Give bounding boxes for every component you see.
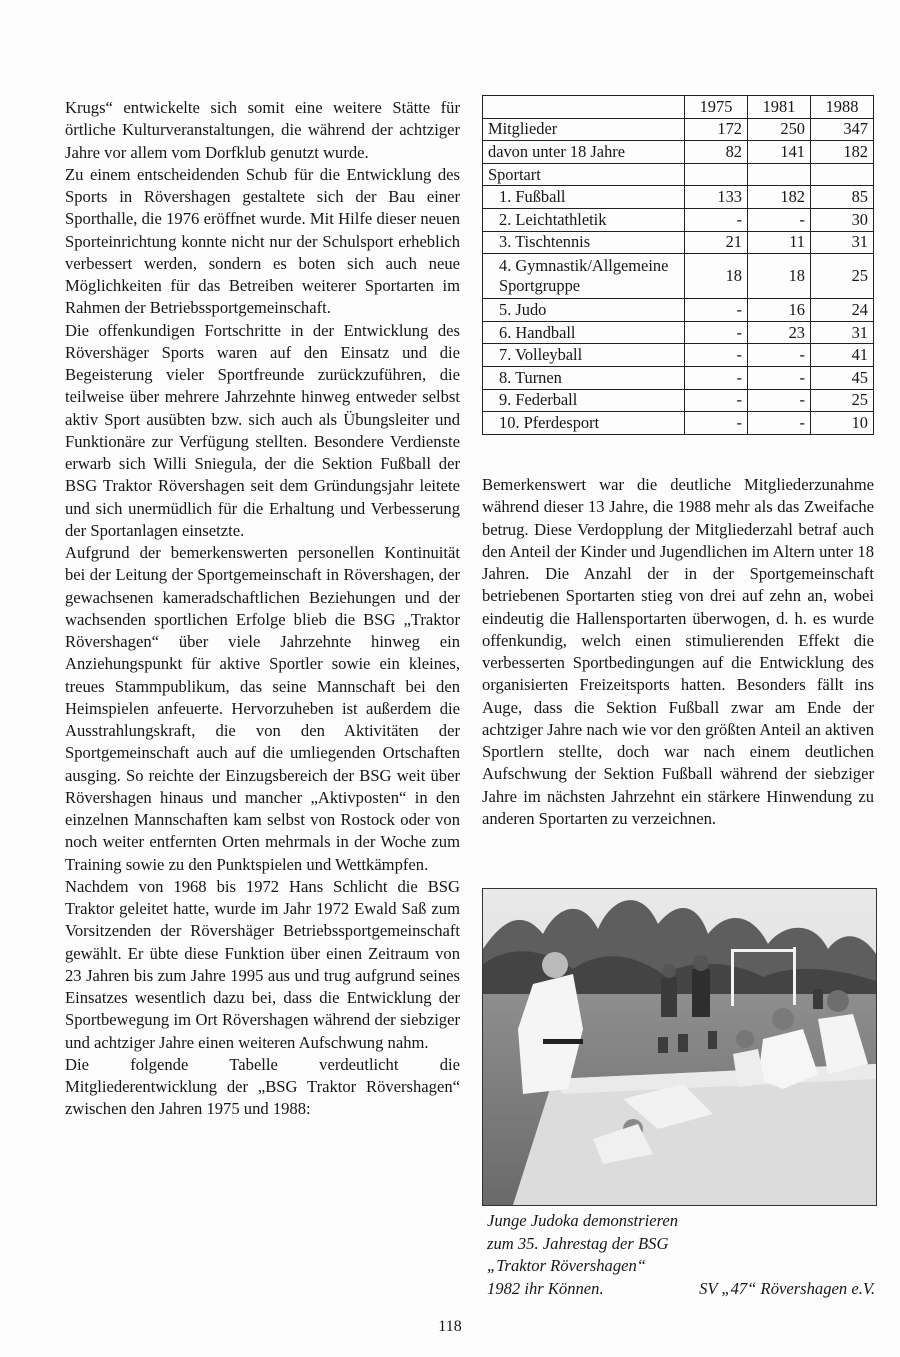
row-value: - [685, 321, 748, 344]
table-row [483, 254, 874, 299]
paragraph-4: Aufgrund der bemerkenswerten personellen Kontinuität bei der Leitung der Sportgemeinschaft in Rövershagen, der gewachsenen kameradschaftlichen Beziehungen und der wachsenden sportlichen Erfolge blieb die BSG „Traktor Rövershagen“ über viele Jahrzehnte hinweg ein Anziehungspunkt für aktive Sportler sowie ein kleines, treues Stammpublikum, das seine Mannschaft bei den Heimspielen anfeuerte. Hervorzuheben ist außerdem die Ausstrahlungskraft, die von den Aktivitäten der Sportgemeinschaft auch auf die umliegenden Ortschaften ausging. So reichte der Einzugsbereich der BSG weit über Rövershagen hinaus und mancher „Aktivposten“ in den einzelnen Mannschaften kam selbst von Rostock oder von noch weiter entfernten Orten mehrmals in der Woche zum Training sowie zu den Punktspielen und Wettkämpfen. [65, 543, 460, 874]
row-label: Mitglieder [483, 118, 685, 141]
row-label: 8. Turnen [483, 366, 685, 389]
row-label: 10. Pferdesport [483, 412, 685, 435]
row-value: 30 [811, 208, 874, 231]
row-label: Sportart [483, 163, 685, 186]
row-label: 2. Leichtathletik [483, 208, 685, 231]
row-value: 182 [811, 141, 874, 164]
row-value [685, 163, 748, 186]
paragraph-3: Die offenkundigen Fortschritte in der Entwicklung des Rövershäger Sports waren auf den Einsatz und die Begeisterung vieler Sportfreunde zurückzuführen, die teilweise über mehrere Jahrzehnte hinweg entweder selbst aktiv Sport ausübten bzw. sich auch als Übungsleiter und Funktionäre zur Verfügung stellten. Besondere Verdienste erwarb sich Willi Sniegula, der die Sektion Fußball der BSG Traktor Rövershagen seit dem Gründungsjahr leitete und sich unermüdlich für die Erhaltung und Verbesserung der Sportanlagen einsetzte. [65, 320, 460, 540]
row-value: 31 [811, 321, 874, 344]
row-value: - [685, 389, 748, 412]
row-value: 85 [811, 186, 874, 209]
table-row [483, 118, 874, 141]
paragraph-6: Die folgende Tabelle verdeutlicht die Mitgliederentwicklung der „BSG Traktor Rövershagen“ zwischen den Jahren 1975 und 1988: [65, 1054, 460, 1119]
photo-caption [487, 1210, 877, 1300]
membership-table [482, 95, 874, 435]
row-value: 10 [811, 412, 874, 435]
row-value: - [748, 389, 811, 412]
table-header-row [483, 96, 874, 119]
row-value: 141 [748, 141, 811, 164]
row-value: - [685, 344, 748, 367]
row-value: 45 [811, 366, 874, 389]
row-value: - [748, 366, 811, 389]
row-value: - [748, 208, 811, 231]
page-number: 118 [438, 1318, 462, 1335]
row-value: - [685, 208, 748, 231]
row-value: 16 [748, 299, 811, 322]
paragraph-2: Zu einem entscheidenden Schub für die Entwicklung des Sports in Rövershagen gestaltete sich der Bau einer Sporthalle, die 1976 eröffnet wurde. Mit Hilfe dieser neuen Sporteinrichtung konnte nicht nur der Schulsport erheblich verbessert werden, sondern es boten sich auch neue Möglichkeiten für das Betreiben weiterer Sportarten im Rahmen der Betriebssportgemeinschaft. [65, 164, 460, 318]
row-value: 347 [811, 118, 874, 141]
row-value: 133 [685, 186, 748, 209]
photo-credit: SV „47“ Rövershagen e.V. [699, 1278, 875, 1298]
paragraph-right: Bemerkenswert war die deutliche Mitgliederzunahme während dieser 13 Jahre, die 1988 mehr als das Zweifache betrug. Diese Verdopplung der Mitgliederzahl betraf auch den Anteil der Kinder und Jugendlichen im Altern unter 18 Jahren. Die Anzahl der in der Sportgemeinschaft betriebenen Sportarten stieg von drei auf zehn an, wobei eindeutig die Hallensportarten überwogen, d. h. es wurde offenkundig, welch einen stimulierenden Effekt die verbesserten Sportbedingungen auf die Entwicklung des organisierten Freizeitsports hatten. Besonders fällt ins Auge, dass die Sektion Fußball zwar am Ende der achtziger Jahre nach wie vor den größten Anteil an aktiven Sportlern stellte, doch war nach einem deutlichen Aufschwung der Sektion Fußball während der siebziger Jahre im nächsten Jahrzehnt ein stärkere Hinwendung zu anderen Sportarten zu verzeichnen. [482, 475, 874, 828]
table-row [483, 141, 874, 164]
row-label: 1. Fußball [483, 186, 685, 209]
table-row [483, 366, 874, 389]
table-row [483, 321, 874, 344]
row-value: - [748, 412, 811, 435]
caption-line: „Traktor Rövershagen“ [487, 1256, 647, 1275]
year-header: 1988 [811, 96, 874, 119]
caption-line: 1982 ihr Können. [487, 1278, 604, 1298]
row-value: 18 [685, 254, 748, 299]
row-value: 182 [748, 186, 811, 209]
row-label: 9. Federball [483, 389, 685, 412]
row-value: 41 [811, 344, 874, 367]
table-row [483, 231, 874, 254]
row-label: 7. Volleyball [483, 344, 685, 367]
caption-line: Junge Judoka demonstrieren [487, 1211, 679, 1230]
row-value: 250 [748, 118, 811, 141]
row-value: - [748, 344, 811, 367]
table-row [483, 163, 874, 186]
table-row [483, 186, 874, 209]
row-label: 5. Judo [483, 299, 685, 322]
row-value [811, 163, 874, 186]
table-row [483, 344, 874, 367]
row-value: 31 [811, 231, 874, 254]
row-value: - [685, 366, 748, 389]
caption-line: zum 35. Jahrestag der BSG [487, 1233, 669, 1253]
table-row [483, 208, 874, 231]
row-value: 11 [748, 231, 811, 254]
row-value [748, 163, 811, 186]
row-label: 6. Handball [483, 321, 685, 344]
judo-photo-image [483, 889, 876, 1205]
table-corner-cell [483, 96, 685, 119]
row-value: 23 [748, 321, 811, 344]
row-value: 82 [685, 141, 748, 164]
row-label: davon unter 18 Jahre [483, 141, 685, 164]
row-label: 4. Gymnastik/Allgemeine Sportgruppe [483, 254, 685, 299]
row-value: 25 [811, 254, 874, 299]
row-value: 21 [685, 231, 748, 254]
paragraph-5: Nachdem von 1968 bis 1972 Hans Schlicht die BSG Traktor geleitet hatte, wurde im Jahr 1972 Ewald Saß zum Vorsitzenden der Rövershäger Betriebssportgemeinschaft gewählt. Er übte diese Funktion über einen Zeitraum von 23 Jahren bis zum Jahre 1995 aus und trug aufgrund seines Einsatzes wesentlich dazu bei, dass die Entwicklung der Sportbewegung im Ort Rövershagen während der siebziger und achtziger Jahre einen weiteren Aufschwung nahm. [65, 876, 460, 1052]
right-text-column [482, 474, 874, 830]
row-value: 18 [748, 254, 811, 299]
judo-photo [482, 888, 877, 1206]
row-value: 25 [811, 389, 874, 412]
row-value: - [685, 299, 748, 322]
row-value: 24 [811, 299, 874, 322]
year-header: 1981 [748, 96, 811, 119]
row-label: 3. Tischtennis [483, 231, 685, 254]
left-text-column [65, 97, 460, 1121]
row-value: 172 [685, 118, 748, 141]
row-value: - [685, 412, 748, 435]
table-row [483, 299, 874, 322]
table-row [483, 389, 874, 412]
paragraph-1: Krugs“ entwickelte sich somit eine weitere Stätte für örtliche Kulturveranstaltungen, die während der achtziger Jahre vor allem vom Dorfklub genutzt wurde. [65, 98, 460, 162]
table-row [483, 412, 874, 435]
year-header: 1975 [685, 96, 748, 119]
